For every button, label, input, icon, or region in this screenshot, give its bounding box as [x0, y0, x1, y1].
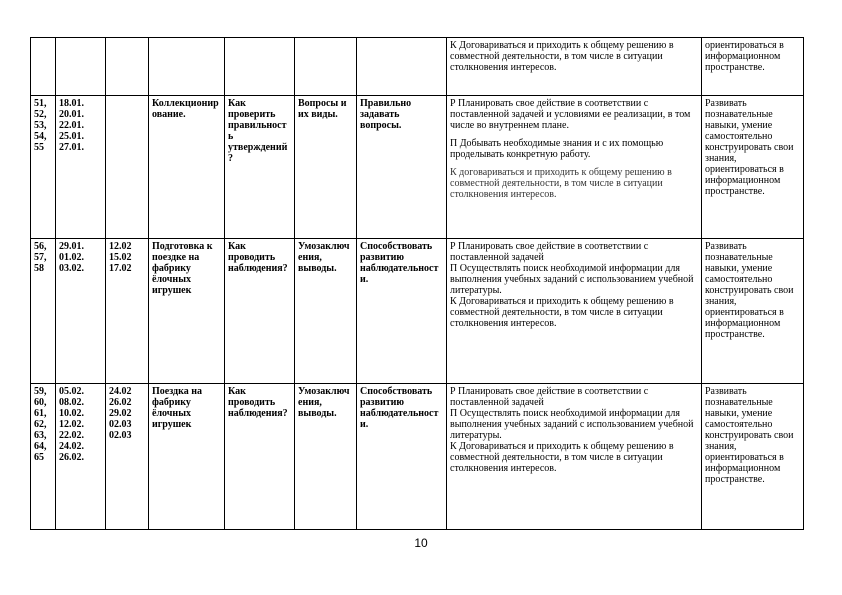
uud-cognitive: П Осуществлять поиск необходимой информации для выполнения учебных заданий с использованием учебной литературы.: [450, 408, 694, 441]
personal-results-cell: Развивать познавательные навыки, умение самостоятельно конструировать свои знания, ориентироваться в информационном пространстве.: [702, 239, 804, 384]
lesson-plan-table: [30, 37, 804, 530]
topic-cell: Поездка на фабрику ёлочных игрушек: [149, 384, 225, 530]
table-row: [31, 384, 804, 530]
concepts-cell: Умозаключения, выводы.: [295, 239, 357, 384]
date-fact-cell: [106, 96, 149, 239]
lesson-number-cell: 51, 52, 53, 54, 55: [31, 96, 56, 239]
goal-cell: [357, 38, 447, 96]
topic-cell: Коллекционирование.: [149, 96, 225, 239]
uud-communicative: К Договариваться и приходить к общему решению в совместной деятельности, в том числе в ситуации столкновения интересов.: [450, 40, 674, 73]
lesson-number-cell: [31, 38, 56, 96]
date-fact-cell: 12.02 15.02 17.02: [106, 239, 149, 384]
lesson-number-cell: 59, 60, 61, 62, 63, 64, 65: [31, 384, 56, 530]
topic-cell: Подготовка к поездке на фабрику ёлочных игрушек: [149, 239, 225, 384]
concepts-cell: [295, 38, 357, 96]
lesson-number-cell: 56, 57, 58: [31, 239, 56, 384]
uud-cell: [447, 239, 702, 384]
problem-cell: Как проводить наблюдения?: [225, 384, 295, 530]
table-row: [31, 96, 804, 239]
problem-cell: [225, 38, 295, 96]
uud-cell: [447, 38, 702, 96]
uud-cell: [447, 384, 702, 530]
personal-results-cell: ориентироваться в информационном пространстве.: [702, 38, 804, 96]
uud-cognitive: П Осуществлять поиск необходимой информации для выполнения учебных заданий с использованием учебной литературы.: [450, 263, 694, 296]
topic-cell: [149, 38, 225, 96]
date-fact-cell: [106, 38, 149, 96]
uud-communicative: К договариваться и приходить к общему решению в совместной деятельности, в том числе в ситуации столкновения интересов.: [450, 167, 672, 200]
problem-cell: Как проводить наблюдения?: [225, 239, 295, 384]
uud-communicative: К Договариваться и приходить к общему решению в совместной деятельности, в том числе в ситуации столкновения интересов.: [450, 296, 674, 329]
uud-cognitive: П Добывать необходимые знания и с их помощью проделывать конкретную работу.: [450, 138, 664, 160]
table-row: [31, 239, 804, 384]
concepts-cell: Умозаключения, выводы.: [295, 384, 357, 530]
uud-regulative: Р Планировать свое действие в соответствии с поставленной задачей и условиями ее реализации, в том числе во внутреннем плане.: [450, 98, 691, 131]
goal-cell: Способствовать развитию наблюдательности.: [357, 384, 447, 530]
date-plan-cell: 05.02. 08.02. 10.02. 12.02. 22.02. 24.02. 26.02.: [56, 384, 106, 530]
problem-cell: Как проверить правильность утверждений?: [225, 96, 295, 239]
page-number: 10: [414, 536, 428, 550]
goal-cell: Правильно задавать вопросы.: [357, 96, 447, 239]
date-fact-cell: 24.02 26.02 29.02 02.03 02.03: [106, 384, 149, 530]
personal-results-cell: Развивать познавательные навыки, умение самостоятельно конструировать свои знания, ориентироваться в информационном пространстве.: [702, 96, 804, 239]
uud-cell: [447, 96, 702, 239]
uud-communicative: К Договариваться и приходить к общему решению в совместной деятельности, в том числе в ситуации столкновения интересов.: [450, 441, 674, 474]
date-plan-cell: [56, 38, 106, 96]
uud-regulative: Р Планировать свое действие в соответствии с поставленной задачей: [450, 241, 649, 263]
table-row: [31, 38, 804, 96]
personal-results-cell: Развивать познавательные навыки, умение самостоятельно конструировать свои знания, ориентироваться в информационном пространстве.: [702, 384, 804, 530]
date-plan-cell: 18.01. 20.01. 22.01. 25.01. 27.01.: [56, 96, 106, 239]
goal-cell: Способствовать развитию наблюдательности.: [357, 239, 447, 384]
date-plan-cell: 29.01. 01.02. 03.02.: [56, 239, 106, 384]
uud-regulative: Р Планировать свое действие в соответствии с поставленной задачей: [450, 386, 649, 408]
concepts-cell: Вопросы и их виды.: [295, 96, 357, 239]
